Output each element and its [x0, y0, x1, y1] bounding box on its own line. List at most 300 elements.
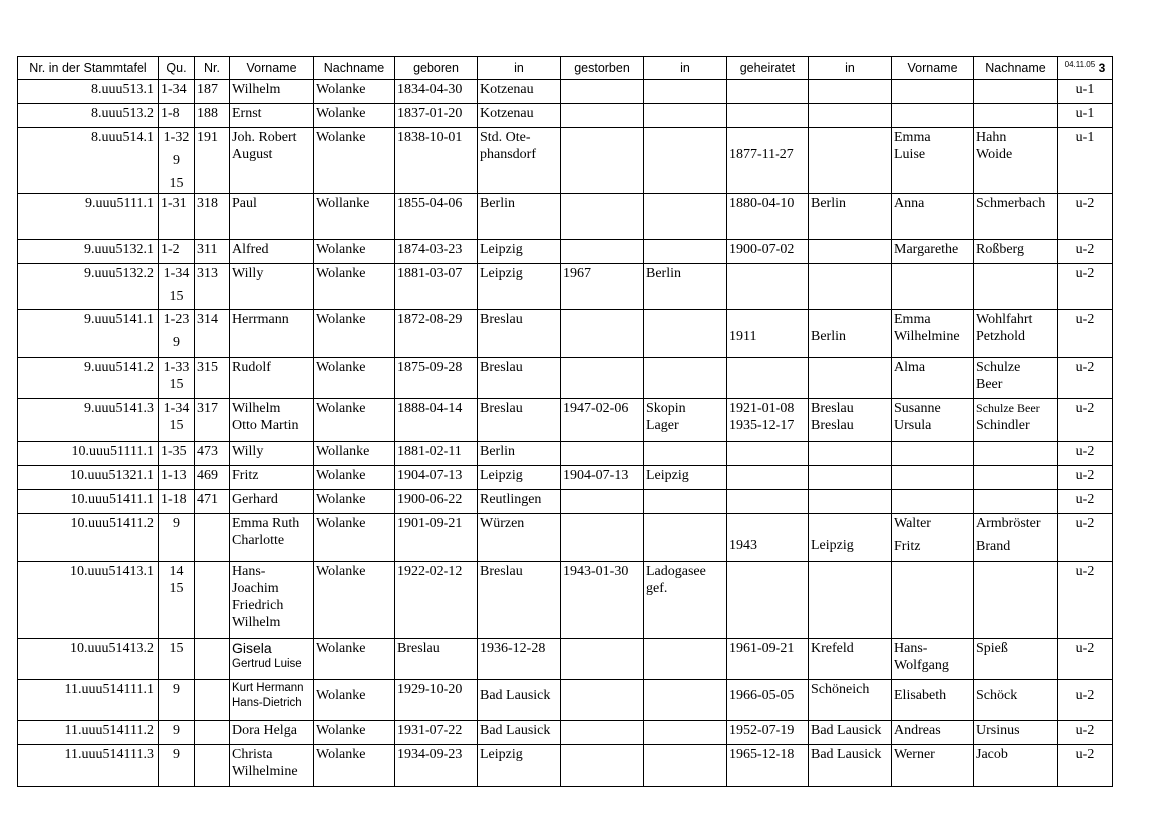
qu-line: 15 — [169, 377, 184, 392]
cell-spouse-vorname — [892, 264, 974, 310]
cell-qu — [159, 358, 195, 399]
cell-qu: 15 — [159, 639, 195, 680]
cell-geheiratet-in — [809, 80, 892, 104]
cell-spouse-vorname — [892, 442, 974, 466]
table-row — [18, 310, 1113, 358]
cell-geboren: 1872-08-29 — [395, 310, 478, 358]
cell-qu — [159, 399, 195, 442]
cell-spouse-nachname: Ursinus — [974, 721, 1058, 745]
cell-qu: 1-18 — [159, 490, 195, 514]
cell-gestorben-in — [644, 562, 727, 639]
col-header-geheiratet: geheiratet — [727, 57, 809, 80]
vorname-line: Joh. Robert — [232, 130, 297, 145]
cell-geboren: 1838-10-01 — [395, 128, 478, 194]
qu-line: 1-34 — [163, 401, 190, 416]
cell-geheiratet-in — [809, 104, 892, 128]
cell-gestorben — [561, 442, 644, 466]
cell-gestorben-in — [644, 721, 727, 745]
cell-stammtafel: 9.uuu5132.2 — [18, 264, 159, 310]
cell-spouse-nachname: Schmerbach — [974, 194, 1058, 240]
col-header-date-page — [1058, 57, 1113, 80]
spouse-nachname-line: Schöck — [976, 688, 1018, 703]
table-row — [18, 194, 1113, 240]
vorname-line: Wilhelm — [232, 401, 281, 416]
cell-geheiratet-in — [809, 490, 892, 514]
label-line: u-2 — [1075, 688, 1095, 703]
cell-gestorben: 1947-02-06 — [561, 399, 644, 442]
cell-stammtafel: 9.uuu5141.2 — [18, 358, 159, 399]
cell-nachname — [314, 680, 395, 721]
cell-geboren: 1934-09-23 — [395, 745, 478, 787]
cell-spouse-vorname — [892, 562, 974, 639]
page-number: 3 — [1098, 61, 1106, 76]
cell-gestorben — [561, 514, 644, 562]
geheiratet-line: 1966-05-05 — [729, 688, 795, 703]
spouse-nachname-line: Armbröster — [976, 516, 1041, 531]
cell-nachname: Wolanke — [314, 80, 395, 104]
cell-spouse-vorname: Werner — [892, 745, 974, 787]
spouse-nachname-line: Petzhold — [976, 329, 1025, 344]
cell-geheiratet-in: Berlin — [809, 194, 892, 240]
cell-label: u-2 — [1058, 310, 1113, 358]
gestorben-in-line: Skopin — [646, 401, 686, 416]
cell-nr: 191 — [195, 128, 230, 194]
cell-nachname: Wolanke — [314, 721, 395, 745]
table-row — [18, 442, 1113, 466]
col-header-nr: Nr. — [195, 57, 230, 80]
cell-geboren: Breslau — [395, 639, 478, 680]
cell-gestorben: 1904-07-13 — [561, 466, 644, 490]
cell-spouse-vorname — [892, 514, 974, 562]
spouse-vorname-line: Wolfgang — [894, 658, 949, 673]
cell-gestorben-in — [644, 128, 727, 194]
spouse-nachname-line: Beer — [976, 377, 1003, 392]
cell-nr: 311 — [195, 240, 230, 264]
cell-geheiratet — [727, 399, 809, 442]
cell-gestorben — [561, 639, 644, 680]
cell-gestorben-in — [644, 358, 727, 399]
cell-gestorben-in: Berlin — [644, 264, 727, 310]
cell-nr: 314 — [195, 310, 230, 358]
cell-geheiratet: 1965-12-18 — [727, 745, 809, 787]
cell-vorname — [230, 562, 314, 639]
vorname-line: Wilhelm — [232, 615, 281, 630]
cell-geboren-in: Breslau — [478, 358, 561, 399]
cell-label: u-2 — [1058, 745, 1113, 787]
cell-gestorben-in — [644, 399, 727, 442]
cell-label: u-2 — [1058, 514, 1113, 562]
cell-stammtafel: 10.uuu51111.1 — [18, 442, 159, 466]
cell-spouse-nachname: Spieß — [974, 639, 1058, 680]
table-row — [18, 128, 1113, 194]
col-header-geheiratet-in: in — [809, 57, 892, 80]
cell-geboren-in: Leipzig — [478, 264, 561, 310]
cell-vorname — [230, 745, 314, 787]
cell-stammtafel: 11.uuu514111.3 — [18, 745, 159, 787]
col-header-geboren-in: in — [478, 57, 561, 80]
cell-gestorben: 1943-01-30 — [561, 562, 644, 639]
cell-nachname: Wolanke — [314, 104, 395, 128]
qu-line: 1-23 — [163, 312, 190, 327]
qu-line: 1-34 — [163, 266, 190, 281]
geheiratet-line: 1935-12-17 — [729, 418, 795, 433]
header-row — [18, 57, 1113, 80]
col-header-spouse-vorname: Vorname — [892, 57, 974, 80]
cell-geboren-in: Breslau — [478, 310, 561, 358]
cell-geheiratet: 1880-04-10 — [727, 194, 809, 240]
cell-vorname — [230, 128, 314, 194]
vorname-line: Wilhelmine — [232, 764, 298, 779]
cell-vorname: Willy — [230, 442, 314, 466]
table-row — [18, 264, 1113, 310]
cell-spouse-vorname — [892, 399, 974, 442]
spouse-vorname-line: Fritz — [894, 539, 921, 554]
geheiratet-line: 1943 — [729, 538, 757, 553]
cell-qu: 9 — [159, 680, 195, 721]
cell-stammtafel: 9.uuu5141.1 — [18, 310, 159, 358]
cell-spouse-vorname: Anna — [892, 194, 974, 240]
vorname-line: Kurt Hermann — [232, 682, 304, 694]
geheiratet-in-line: Berlin — [811, 329, 846, 344]
cell-nachname: Wolanke — [314, 128, 395, 194]
cell-vorname: Gerhard — [230, 490, 314, 514]
geboren-in-line: Std. Ote- — [480, 130, 531, 145]
cell-nachname: Wolanke — [314, 490, 395, 514]
vorname-line: Gertrud Luise — [232, 658, 302, 670]
cell-geheiratet-in: Bad Lausick — [809, 745, 892, 787]
cell-geheiratet — [727, 310, 809, 358]
cell-gestorben-in — [644, 514, 727, 562]
cell-nachname: Wolanke — [314, 310, 395, 358]
col-header-spouse-nachname: Nachname — [974, 57, 1058, 80]
spouse-vorname-line: Ursula — [894, 418, 932, 433]
cell-geboren-in: Leipzig — [478, 745, 561, 787]
cell-stammtafel: 9.uuu5111.1 — [18, 194, 159, 240]
cell-geboren: 1922-02-12 — [395, 562, 478, 639]
cell-stammtafel: 10.uuu51413.1 — [18, 562, 159, 639]
cell-qu — [159, 128, 195, 194]
cell-nr: 318 — [195, 194, 230, 240]
cell-label: u-1 — [1058, 104, 1113, 128]
cell-geboren-in — [478, 680, 561, 721]
geboren-in-line: Bad Lausick — [480, 688, 551, 703]
cell-qu: 1-8 — [159, 104, 195, 128]
cell-stammtafel: 10.uuu51411.1 — [18, 490, 159, 514]
cell-nr: 317 — [195, 399, 230, 442]
cell-geheiratet — [727, 490, 809, 514]
vorname-line: Friedrich — [232, 598, 284, 613]
cell-nachname: Wolanke — [314, 639, 395, 680]
spouse-nachname-line: Hahn — [976, 130, 1007, 145]
cell-spouse-vorname: Margarethe — [892, 240, 974, 264]
cell-geboren: 1881-03-07 — [395, 264, 478, 310]
table-row — [18, 80, 1113, 104]
cell-geheiratet-in — [809, 514, 892, 562]
cell-vorname: Dora Helga — [230, 721, 314, 745]
cell-geheiratet-in — [809, 240, 892, 264]
spouse-vorname-line: Elisabeth — [894, 688, 947, 703]
cell-spouse-nachname — [974, 680, 1058, 721]
geheiratet-line: 1877-11-27 — [729, 147, 794, 162]
cell-label — [1058, 680, 1113, 721]
cell-stammtafel: 8.uuu513.1 — [18, 80, 159, 104]
cell-qu — [159, 310, 195, 358]
print-date: 04.11.05 — [1064, 60, 1096, 70]
table-row — [18, 680, 1113, 721]
cell-stammtafel: 8.uuu513.2 — [18, 104, 159, 128]
qu-line: 1-32 — [163, 130, 190, 145]
geheiratet-in-line: Breslau — [811, 418, 854, 433]
cell-nr — [195, 745, 230, 787]
cell-nr: 188 — [195, 104, 230, 128]
cell-spouse-nachname: Jacob — [974, 745, 1058, 787]
table-row — [18, 745, 1113, 787]
cell-geboren-in: Reutlingen — [478, 490, 561, 514]
geheiratet-line: 1911 — [729, 329, 757, 344]
cell-spouse-vorname — [892, 639, 974, 680]
cell-stammtafel: 8.uuu514.1 — [18, 128, 159, 194]
cell-spouse-nachname — [974, 310, 1058, 358]
cell-geboren: 1875-09-28 — [395, 358, 478, 399]
cell-spouse-nachname: Roßberg — [974, 240, 1058, 264]
cell-gestorben-in — [644, 442, 727, 466]
cell-geheiratet-in — [809, 264, 892, 310]
vorname-line: Hans- — [232, 564, 266, 579]
cell-geboren: 1837-01-20 — [395, 104, 478, 128]
cell-geboren: 1855-04-06 — [395, 194, 478, 240]
spouse-vorname-line: Hans- — [894, 641, 928, 656]
cell-qu: 1-13 — [159, 466, 195, 490]
cell-geboren-in: Bad Lausick — [478, 721, 561, 745]
qu-line: 1-33 — [163, 360, 190, 375]
spouse-nachname-line: Schulze Beer — [976, 401, 1040, 415]
spouse-vorname-line: Emma — [894, 130, 931, 145]
cell-geheiratet — [727, 104, 809, 128]
cell-geheiratet-in: Schöneich — [809, 680, 892, 721]
geheiratet-line: 1921-01-08 — [729, 401, 795, 416]
cell-geboren-in: Breslau — [478, 399, 561, 442]
spouse-nachname-line: Wohlfahrt — [976, 312, 1033, 327]
vorname-line: Joachim — [232, 581, 279, 596]
cell-gestorben-in — [644, 240, 727, 264]
cell-vorname — [230, 639, 314, 680]
cell-geheiratet-in — [809, 466, 892, 490]
cell-geheiratet-in — [809, 442, 892, 466]
cell-nr: 473 — [195, 442, 230, 466]
spouse-vorname-line: Wilhelmine — [894, 329, 960, 344]
vorname-line: Charlotte — [232, 533, 285, 548]
cell-label: u-2 — [1058, 399, 1113, 442]
cell-label: u-2 — [1058, 358, 1113, 399]
cell-spouse-vorname — [892, 680, 974, 721]
cell-vorname: Paul — [230, 194, 314, 240]
table-row — [18, 399, 1113, 442]
cell-label: u-2 — [1058, 194, 1113, 240]
cell-spouse-nachname — [974, 128, 1058, 194]
gestorben-in-line: Ladogasee — [646, 564, 706, 579]
cell-qu: 1-34 — [159, 80, 195, 104]
col-header-nachname: Nachname — [314, 57, 395, 80]
cell-geboren: 1901-09-21 — [395, 514, 478, 562]
cell-vorname: Herrmann — [230, 310, 314, 358]
cell-qu: 9 — [159, 745, 195, 787]
cell-qu — [159, 562, 195, 639]
gestorben-in-line: Lager — [646, 418, 679, 433]
cell-nr — [195, 721, 230, 745]
cell-geheiratet — [727, 442, 809, 466]
cell-nachname: Wolanke — [314, 264, 395, 310]
cell-geheiratet-in — [809, 562, 892, 639]
cell-geboren: 1900-06-22 — [395, 490, 478, 514]
cell-gestorben: 1967 — [561, 264, 644, 310]
cell-geheiratet: 1952-07-19 — [727, 721, 809, 745]
cell-geboren: 1881-02-11 — [395, 442, 478, 466]
qu-line: 9 — [173, 335, 180, 350]
cell-geheiratet — [727, 466, 809, 490]
cell-stammtafel: 10.uuu51413.2 — [18, 639, 159, 680]
cell-gestorben-in — [644, 639, 727, 680]
cell-geboren-in: Leipzig — [478, 466, 561, 490]
qu-line: 15 — [169, 289, 184, 304]
cell-qu: 1-31 — [159, 194, 195, 240]
cell-geheiratet — [727, 562, 809, 639]
cell-nachname: Wolanke — [314, 745, 395, 787]
cell-qu: 9 — [159, 514, 195, 562]
cell-nachname: Wolanke — [314, 466, 395, 490]
cell-gestorben — [561, 310, 644, 358]
cell-spouse-nachname — [974, 514, 1058, 562]
table-row — [18, 104, 1113, 128]
cell-stammtafel: 9.uuu5141.3 — [18, 399, 159, 442]
nachname-line: Wolanke — [316, 688, 366, 703]
cell-label: u-2 — [1058, 639, 1113, 680]
spouse-nachname-line: Brand — [976, 539, 1011, 554]
col-header-geboren: geboren — [395, 57, 478, 80]
table-row — [18, 358, 1113, 399]
spouse-vorname-line: Walter — [894, 516, 931, 531]
cell-gestorben-in — [644, 80, 727, 104]
cell-geheiratet-in — [809, 310, 892, 358]
cell-geheiratet: 1900-07-02 — [727, 240, 809, 264]
cell-nachname: Wolanke — [314, 514, 395, 562]
cell-gestorben — [561, 680, 644, 721]
cell-gestorben — [561, 128, 644, 194]
table-row — [18, 490, 1113, 514]
cell-gestorben — [561, 104, 644, 128]
cell-gestorben-in — [644, 680, 727, 721]
cell-gestorben — [561, 240, 644, 264]
cell-geboren: 1929-10-20 — [395, 680, 478, 721]
cell-label: u-2 — [1058, 490, 1113, 514]
cell-qu: 1-2 — [159, 240, 195, 264]
geheiratet-in-line: Breslau — [811, 401, 854, 416]
cell-spouse-vorname — [892, 466, 974, 490]
cell-nr: 471 — [195, 490, 230, 514]
table-row — [18, 639, 1113, 680]
vorname-line: Otto Martin — [232, 418, 299, 433]
cell-gestorben-in — [644, 490, 727, 514]
cell-nr — [195, 639, 230, 680]
cell-geboren-in: 1936-12-28 — [478, 639, 561, 680]
cell-spouse-nachname — [974, 358, 1058, 399]
col-header-vorname: Vorname — [230, 57, 314, 80]
cell-gestorben-in — [644, 310, 727, 358]
cell-nr — [195, 562, 230, 639]
cell-spouse-nachname — [974, 399, 1058, 442]
qu-line: 15 — [169, 581, 184, 596]
cell-geheiratet-in — [809, 128, 892, 194]
qu-line: 9 — [173, 153, 180, 168]
col-header-qu: Qu. — [159, 57, 195, 80]
cell-nachname: Wolanke — [314, 399, 395, 442]
cell-spouse-nachname — [974, 490, 1058, 514]
cell-geboren-in: Leipzig — [478, 240, 561, 264]
cell-vorname: Wilhelm — [230, 80, 314, 104]
cell-nr: 469 — [195, 466, 230, 490]
spouse-vorname-line: Emma — [894, 312, 931, 327]
geboren-in-line: phansdorf — [480, 147, 536, 162]
vorname-line: Christa — [232, 747, 273, 762]
cell-nr: 313 — [195, 264, 230, 310]
cell-nr: 315 — [195, 358, 230, 399]
cell-geboren-in: Würzen — [478, 514, 561, 562]
spouse-vorname-line: Susanne — [894, 401, 941, 416]
cell-geheiratet — [727, 680, 809, 721]
geheiratet-in-line: Leipzig — [811, 538, 854, 553]
qu-line: 15 — [169, 418, 184, 433]
cell-geheiratet — [727, 358, 809, 399]
cell-nr: 187 — [195, 80, 230, 104]
cell-label: u-2 — [1058, 442, 1113, 466]
cell-nachname: Wolanke — [314, 240, 395, 264]
table-row — [18, 721, 1113, 745]
spouse-vorname-line: Luise — [894, 147, 926, 162]
cell-spouse-nachname — [974, 80, 1058, 104]
cell-spouse-vorname — [892, 310, 974, 358]
cell-geheiratet — [727, 514, 809, 562]
cell-nachname: Wollanke — [314, 442, 395, 466]
cell-stammtafel: 11.uuu514111.1 — [18, 680, 159, 721]
cell-geboren-in: Berlin — [478, 442, 561, 466]
cell-geheiratet — [727, 128, 809, 194]
cell-nr — [195, 680, 230, 721]
table-row — [18, 240, 1113, 264]
cell-spouse-vorname: Alma — [892, 358, 974, 399]
cell-gestorben — [561, 745, 644, 787]
cell-geheiratet-in — [809, 399, 892, 442]
cell-vorname: Ernst — [230, 104, 314, 128]
cell-label: u-2 — [1058, 562, 1113, 639]
cell-qu — [159, 264, 195, 310]
cell-spouse-vorname — [892, 128, 974, 194]
cell-geboren-in: Kotzenau — [478, 80, 561, 104]
cell-vorname — [230, 680, 314, 721]
cell-gestorben — [561, 358, 644, 399]
cell-geboren-in: Berlin — [478, 194, 561, 240]
genealogy-table — [17, 56, 1113, 787]
cell-gestorben-in — [644, 745, 727, 787]
col-header-gestorben-in: in — [644, 57, 727, 80]
cell-geboren-in: Kotzenau — [478, 104, 561, 128]
gestorben-in-line: gef. — [646, 581, 668, 596]
cell-stammtafel: 9.uuu5132.1 — [18, 240, 159, 264]
cell-geheiratet-in: Krefeld — [809, 639, 892, 680]
col-header-stammtafel: Nr. in der Stammtafel — [18, 57, 159, 80]
table-row — [18, 562, 1113, 639]
cell-geboren: 1904-07-13 — [395, 466, 478, 490]
cell-nr — [195, 514, 230, 562]
cell-stammtafel: 11.uuu514111.2 — [18, 721, 159, 745]
